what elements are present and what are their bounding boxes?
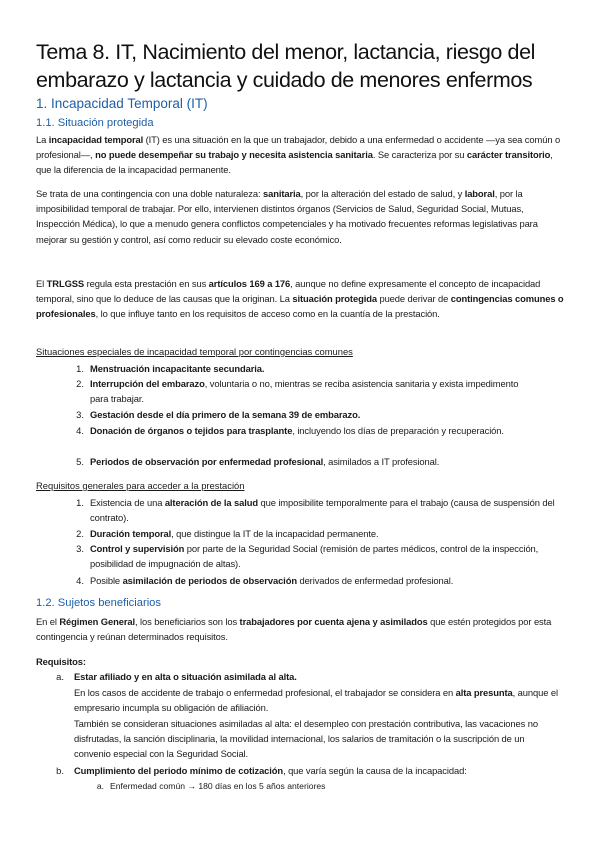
list-item: Interrupción del embarazo, voluntaria o no, mientras se reciba asistencia sanitaria y exista impedimento para trabajar. [90, 378, 519, 405]
document-title: Tema 8. IT, Nacimiento del menor, lactancia, riesgo del embarazo y lactancia y cuidado de menores enfermos [36, 40, 536, 92]
list-number: 2. [76, 378, 84, 389]
list-item: Posible asimilación de periodos de observación derivados de enfermedad profesional. [90, 575, 454, 586]
subsection-heading-beneficiarios: 1.2. Sujetos beneficiarios [36, 597, 162, 609]
list-number: 2. [76, 528, 84, 539]
requisito-b: Cumplimiento del periodo mínimo de cotización, que varía según la causa de la incapacidad: [74, 765, 467, 776]
special-situations-label: Situaciones especiales de incapacidad temporal por contingencias comunes [36, 346, 353, 357]
list-letter: b. [56, 765, 64, 776]
paragraph-definition: La incapacidad temporal (IT) es una situación en la que un trabajador, debido a una enfermedad o accidente —ya sea común o profesional—, no puede desempeñar su trabajo y necesita asistencia sanitaria. Se caracteriza por su carácter transitorio, que la diferencia de la incapacidad permanente. [36, 134, 561, 176]
list-number: 1. [76, 497, 84, 508]
list-item: Duración temporal, que distingue la IT de la incapacidad permanente. [90, 528, 379, 539]
list-item: Donación de órganos o tejidos para trasplante, incluyendo los días de preparación y recuperación. [90, 425, 504, 436]
list-item: Control y supervisión por parte de la Seguridad Social (remisión de partes médicos, control de la inspección, posibilidad de impugnación de altas). [90, 543, 539, 570]
requisito-a-asimiladas: También se consideran situaciones asimiladas al alta: el desempleo con prestación contributiva, las vacaciones no disfrutadas, la sanción disciplinaria, la movilidad internacional, los salarios de tramitación o la suscripción de un convenio especial con la Seguridad Social. [74, 718, 538, 760]
sub-list-item: Enfermedad común → 180 días en los 5 años anteriores [110, 781, 326, 791]
sub-list-letter: a. [96, 781, 104, 791]
requisito-a-title: Estar afiliado y en alta o situación asimilada al alta. [74, 671, 297, 682]
list-number: 3. [76, 543, 84, 554]
requisitos-heading: Requisitos: [36, 656, 86, 667]
list-number: 1. [76, 363, 84, 374]
list-number: 5. [76, 456, 84, 467]
paragraph-beneficiarios: En el Régimen General, los beneficiarios son los trabajadores por cuenta ajena y asimilados que estén protegidos por esta contingencia y reúnan determinados requisitos. [36, 616, 552, 643]
subsection-heading-situacion: 1.1. Situación protegida [36, 117, 154, 129]
list-item: Gestación desde el día primero de la semana 39 de embarazo. [90, 409, 361, 420]
list-number: 3. [76, 409, 84, 420]
list-item: Existencia de una alteración de la salud que imposibilite temporalmente para el trabajo (causa de suspensión del contrato). [90, 497, 555, 524]
list-number: 4. [76, 425, 84, 436]
paragraph-trlgss: El TRLGSS regula esta prestación en sus artículos 169 a 176, aunque no define expresamente el concepto de incapacidad temporal, sino que lo deduce de las causas que la originan. La situación protegida puede derivar de contingencias comunes o profesionales, lo que influye tanto en los requisitos de acceso como en la cuantía de la prestación. [36, 278, 564, 320]
requirements-label: Requisitos generales para acceder a la prestación [36, 480, 245, 491]
list-number: 4. [76, 575, 84, 586]
paragraph-naturaleza: Se trata de una contingencia con una doble naturaleza: sanitaria, por la alteración del estado de salud, y laboral, por la imposibilidad temporal de trabajar. Por ello, intervienen distintos órganos (Servicios de Salud, Seguridad Social, Mutuas, Inspección Médica), lo que a menudo genera conflictos competenciales y ha motivado frecuentes reformas legislativas para mejorar su gestión y control, así como reducir su elevado coste económico. [36, 188, 538, 245]
list-item: Periodos de observación por enfermedad profesional, asimilados a IT profesional. [90, 456, 440, 467]
requisito-a-paragraph: En los casos de accidente de trabajo o enfermedad profesional, el trabajador se considera en alta presunta, aunque el empresario incumpla su obligación de afiliación. [74, 687, 558, 714]
list-letter: a. [56, 671, 64, 682]
section-heading-it: 1. Incapacidad Temporal (IT) [36, 96, 208, 111]
list-item: Menstruación incapacitante secundaria. [90, 363, 265, 374]
